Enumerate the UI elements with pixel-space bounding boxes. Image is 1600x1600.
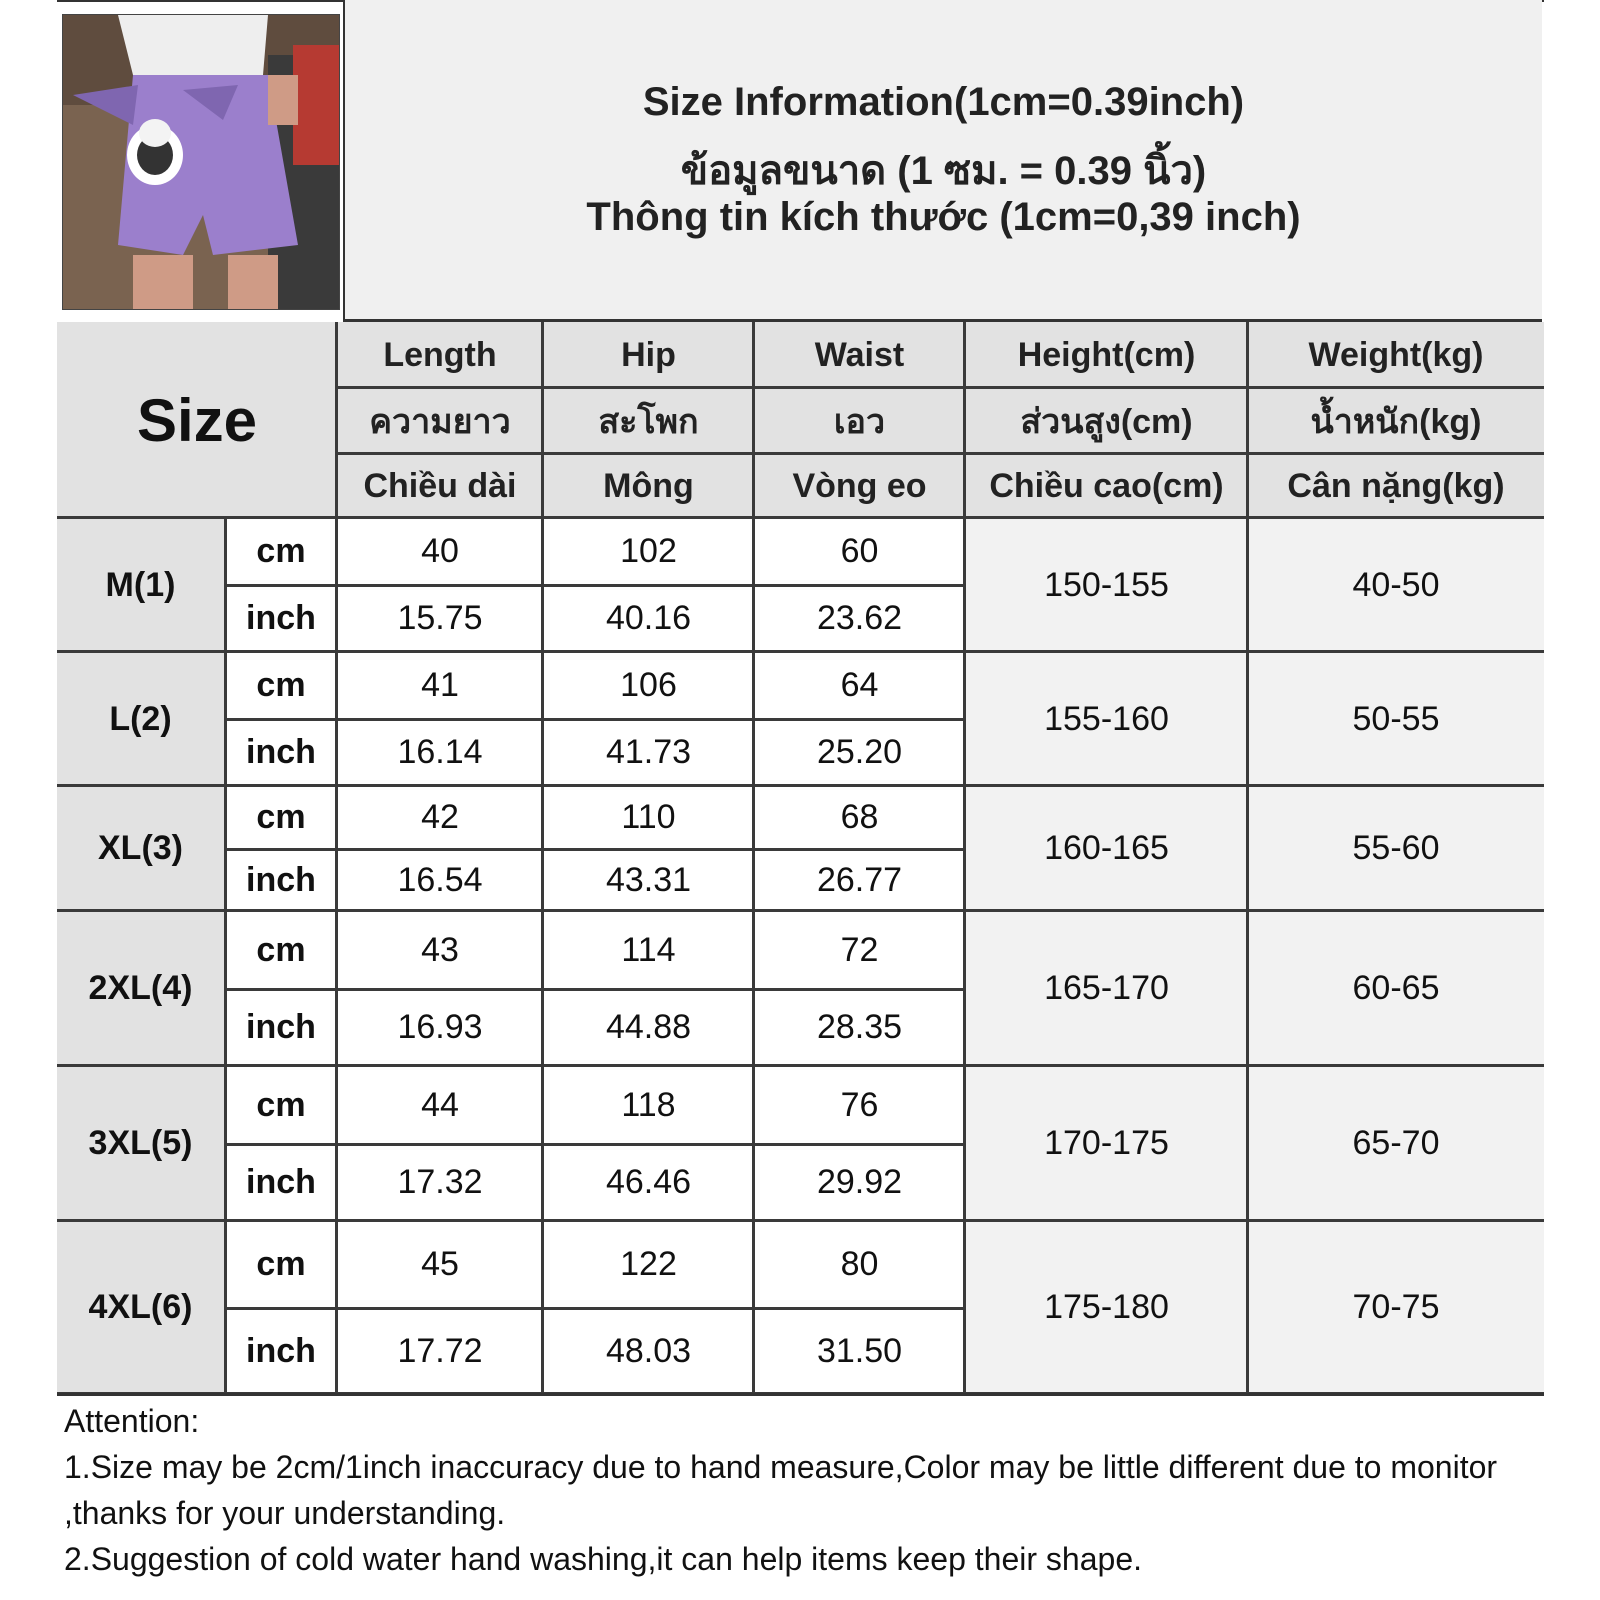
col-header-hip-vi: Mông [543,454,754,518]
grid-line [541,322,544,1394]
table-cell-cm: 40 [337,518,543,585]
unit-inch-label: inch [227,1144,335,1221]
attention-notes [64,1398,1534,1582]
unit-cm-label: cm [227,1221,335,1308]
unit-cm-label: cm [227,1066,335,1144]
grid-line [224,584,965,587]
grid-line [1246,322,1249,1394]
col-header-waist-th: เอว [754,388,965,454]
grid-line [224,718,965,721]
shorts-illustration [63,15,339,309]
table-cell-cm: 41 [337,652,543,719]
grid-line [224,988,965,991]
col-header-length-en: Length [337,322,543,388]
table-cell-cm: 44 [337,1066,543,1144]
table-cell-cm: 64 [754,652,965,719]
col-header-height-en: Height(cm) [965,322,1248,388]
unit-cm-label: cm [227,786,335,849]
grid-line [335,452,1544,455]
unit-cm-label: cm [227,518,335,585]
height-range: 150-155 [965,518,1248,652]
size-label: XL(3) [57,786,224,911]
table-cell-cm: 43 [337,911,543,989]
table-cell-cm: 102 [543,518,754,585]
table-cell-inch: 17.32 [337,1144,543,1221]
size-label: M(1) [57,518,224,652]
unit-cm-label: cm [227,911,335,989]
table-cell-inch: 28.35 [754,989,965,1066]
table-cell-cm: 68 [754,786,965,849]
col-header-weight-en: Weight(kg) [1248,322,1544,388]
grid-line [57,909,1544,912]
size-label: 4XL(6) [57,1221,224,1394]
table-cell-cm: 60 [754,518,965,585]
product-photo [62,14,340,310]
table-cell-cm: 45 [337,1221,543,1308]
unit-inch-label: inch [227,849,335,911]
height-range: 155-160 [965,652,1248,786]
col-header-length-vi: Chiều dài [337,454,543,518]
table-bottom-border [57,1393,1544,1396]
table-cell-cm: 110 [543,786,754,849]
weight-range: 50-55 [1248,652,1544,786]
table-cell-cm: 106 [543,652,754,719]
table-cell-cm: 76 [754,1066,965,1144]
size-label: 3XL(5) [57,1066,224,1221]
attention-heading: Attention: [64,1403,200,1439]
weight-range: 40-50 [1248,518,1544,652]
table-cell-inch: 25.20 [754,719,965,786]
grid-line [335,386,1544,389]
title-box [343,0,1542,322]
grid-line [57,650,1544,653]
table-cell-cm: 80 [754,1221,965,1308]
table-cell-cm: 114 [543,911,754,989]
unit-inch-label: inch [227,989,335,1066]
grid-line [224,1307,965,1310]
height-range: 165-170 [965,911,1248,1066]
grid-line [57,1064,1544,1067]
col-header-length-th: ความยาว [337,388,543,454]
height-range: 160-165 [965,786,1248,911]
col-header-weight-th: น้ำหนัก(kg) [1248,388,1544,454]
unit-inch-label: inch [227,585,335,652]
table-cell-inch: 40.16 [543,585,754,652]
table-cell-inch: 48.03 [543,1308,754,1394]
table-cell-inch: 46.46 [543,1144,754,1221]
col-header-height-th: ส่วนสูง(cm) [965,388,1248,454]
grid-line [335,322,338,1394]
size-label: 2XL(4) [57,911,224,1066]
unit-cm-label: cm [227,652,335,719]
col-header-height-vi: Chiều cao(cm) [965,454,1248,518]
title-vietnamese: Thông tin kích thước (1cm=0,39 inch) [586,195,1301,239]
attention-line-2: 2.Suggestion of cold water hand washing,it can help items keep their shape. [64,1541,1142,1577]
table-cell-inch: 16.14 [337,719,543,786]
grid-line [57,784,1544,787]
table-cell-inch: 16.54 [337,849,543,911]
table-cell-inch: 23.62 [754,585,965,652]
table-cell-inch: 44.88 [543,989,754,1066]
unit-inch-label: inch [227,719,335,786]
table-cell-inch: 31.50 [754,1308,965,1394]
col-header-hip-en: Hip [543,322,754,388]
grid-line [224,848,965,851]
table-cell-cm: 42 [337,786,543,849]
height-range: 175-180 [965,1221,1248,1394]
table-cell-inch: 16.93 [337,989,543,1066]
table-cell-inch: 15.75 [337,585,543,652]
table-cell-inch: 41.73 [543,719,754,786]
weight-range: 70-75 [1248,1221,1544,1394]
weight-range: 65-70 [1248,1066,1544,1221]
table-cell-cm: 72 [754,911,965,989]
table-cell-cm: 118 [543,1066,754,1144]
weight-range: 55-60 [1248,786,1544,911]
grid-line [57,516,1544,519]
size-label: L(2) [57,652,224,786]
col-header-hip-th: สะโพก [543,388,754,454]
grid-line [224,1143,965,1146]
col-header-waist-en: Waist [754,322,965,388]
size-table [57,322,1544,1394]
grid-line [57,1219,1544,1222]
title-english: Size Information(1cm=0.39inch) [642,80,1245,124]
table-cell-inch: 29.92 [754,1144,965,1221]
size-header: Size [57,322,337,518]
table-cell-inch: 43.31 [543,849,754,911]
table-cell-cm: 122 [543,1221,754,1308]
grid-line [963,322,966,1394]
unit-inch-label: inch [227,1308,335,1394]
col-header-weight-vi: Cân nặng(kg) [1248,454,1544,518]
attention-line-1: 1.Size may be 2cm/1inch inaccuracy due to hand measure,Color may be little different due to monitor ,thanks for your understanding. [64,1449,1498,1531]
grid-line [752,322,755,1394]
title-thai: ข้อมูลขนาด (1 ซม. = 0.39 นิ้ว) [680,149,1207,193]
weight-range: 60-65 [1248,911,1544,1066]
height-range: 170-175 [965,1066,1248,1221]
col-header-waist-vi: Vòng eo [754,454,965,518]
table-cell-inch: 17.72 [337,1308,543,1394]
table-cell-inch: 26.77 [754,849,965,911]
